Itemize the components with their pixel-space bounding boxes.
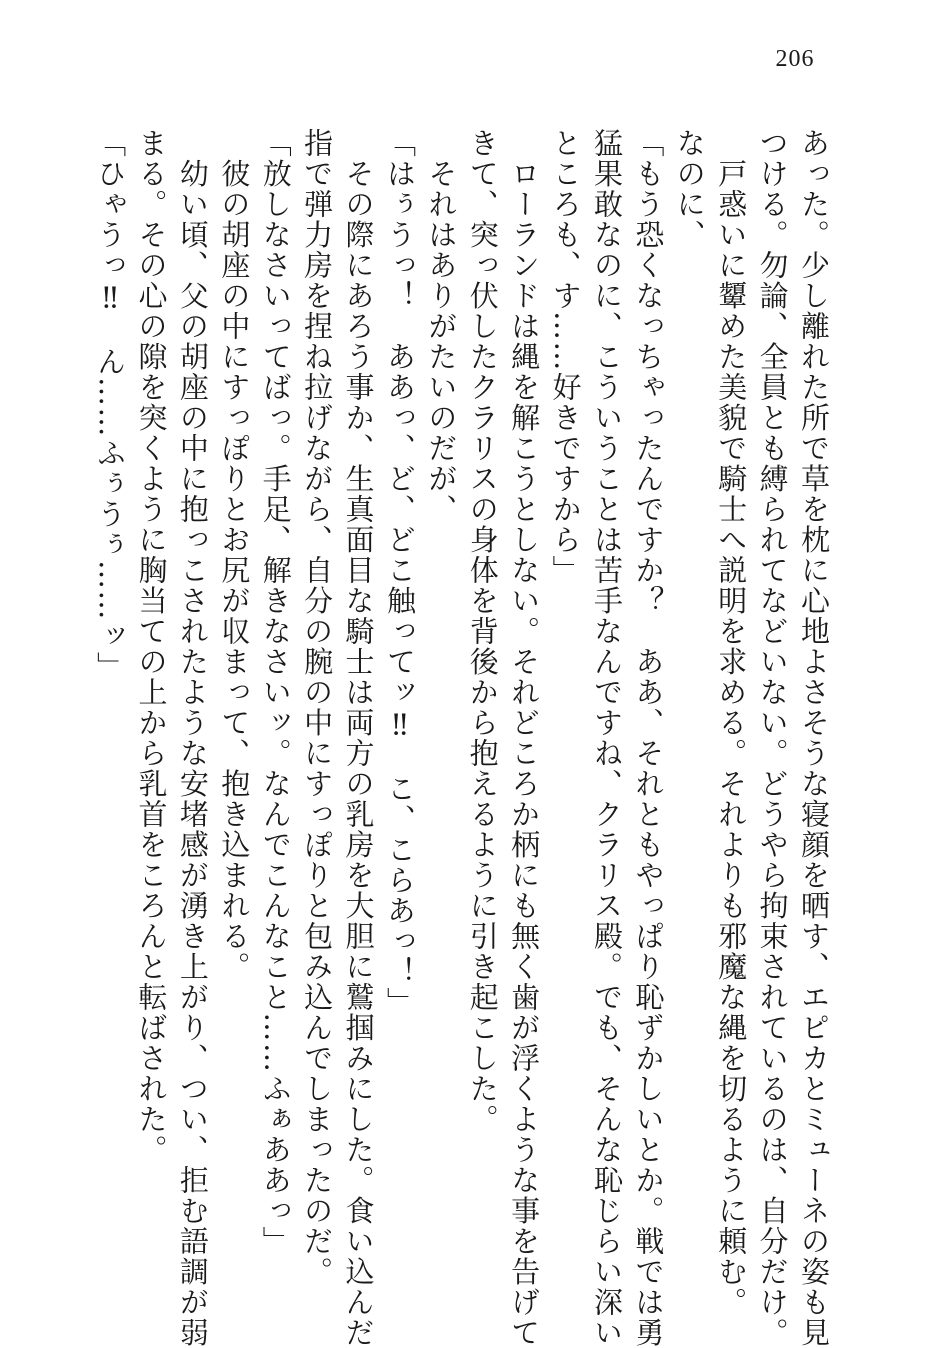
text-line: その際にあろう事か、生真面目な騎士は両方の乳房を大胆に鷲掴みにした。食い込んだ xyxy=(341,128,376,1348)
page-number: 206 xyxy=(775,46,815,72)
text-line: 指で弾力房を捏ね拉げながら、自分の腕の中にすっぽりと包み込んでしまったのだ。 xyxy=(300,128,335,1287)
text-line: なのに、 xyxy=(672,128,707,250)
text-line: あった。少し離れた所で草を枕に心地よさそうな寝顔を晒す、エピカとミューネの姿も見 xyxy=(797,128,831,1348)
text-line: 幼い頃、父の胡座の中に抱っこされたような安堵感が湧き上がり、つい、拒む語調が弱 xyxy=(175,128,210,1348)
text-line: 猛果敢なのに、こういうことは苦手なんですね、クラリス殿。でも、そんな恥じらい深い xyxy=(589,128,624,1348)
text-line: ところも、す……好きですから」 xyxy=(548,128,583,586)
novel-body-text xyxy=(89,128,834,1348)
text-line: 「はぅうっ！ ああっ、ど、どこ触ってッ‼ こ、こらあっ！」 xyxy=(382,128,417,1018)
text-line: 「ひゃうっ‼ ん……ふぅうぅ……ッ」 xyxy=(93,128,128,682)
text-line: つける。勿論、全員とも縛られてなどいない。どうやら拘束されているのは、自分だけ。 xyxy=(755,128,790,1348)
text-line: 彼の胡座の中にすっぽりとお尻が収まって、抱き込まれる。 xyxy=(217,128,252,982)
text-line: 「もう恐くなっちゃったんですか？ ああ、それともやっぱり恥ずかしいとか。戦では勇 xyxy=(631,128,666,1348)
text-line: 戸惑いに顰めた美貌で騎士へ説明を求める。それよりも邪魔な縄を切るように頼む。 xyxy=(714,128,749,1318)
text-line: まる。その心の隙を突くように胸当ての上から乳首をころんと転ばされた。 xyxy=(134,128,169,1165)
text-line: 「放しなさいってばっ。手足、解きなさいッ。なんでこんなこと……ふぁああっ」 xyxy=(258,128,293,1257)
text-line: ローランドは縄を解こうとしない。それどころか柄にも無く歯が浮くような事を告げて xyxy=(507,128,542,1348)
text-line: それはありがたいのだが、 xyxy=(424,128,459,525)
text-line: きて、突っ伏したクラリスの身体を背後から抱えるように引き起こした。 xyxy=(465,128,500,1135)
